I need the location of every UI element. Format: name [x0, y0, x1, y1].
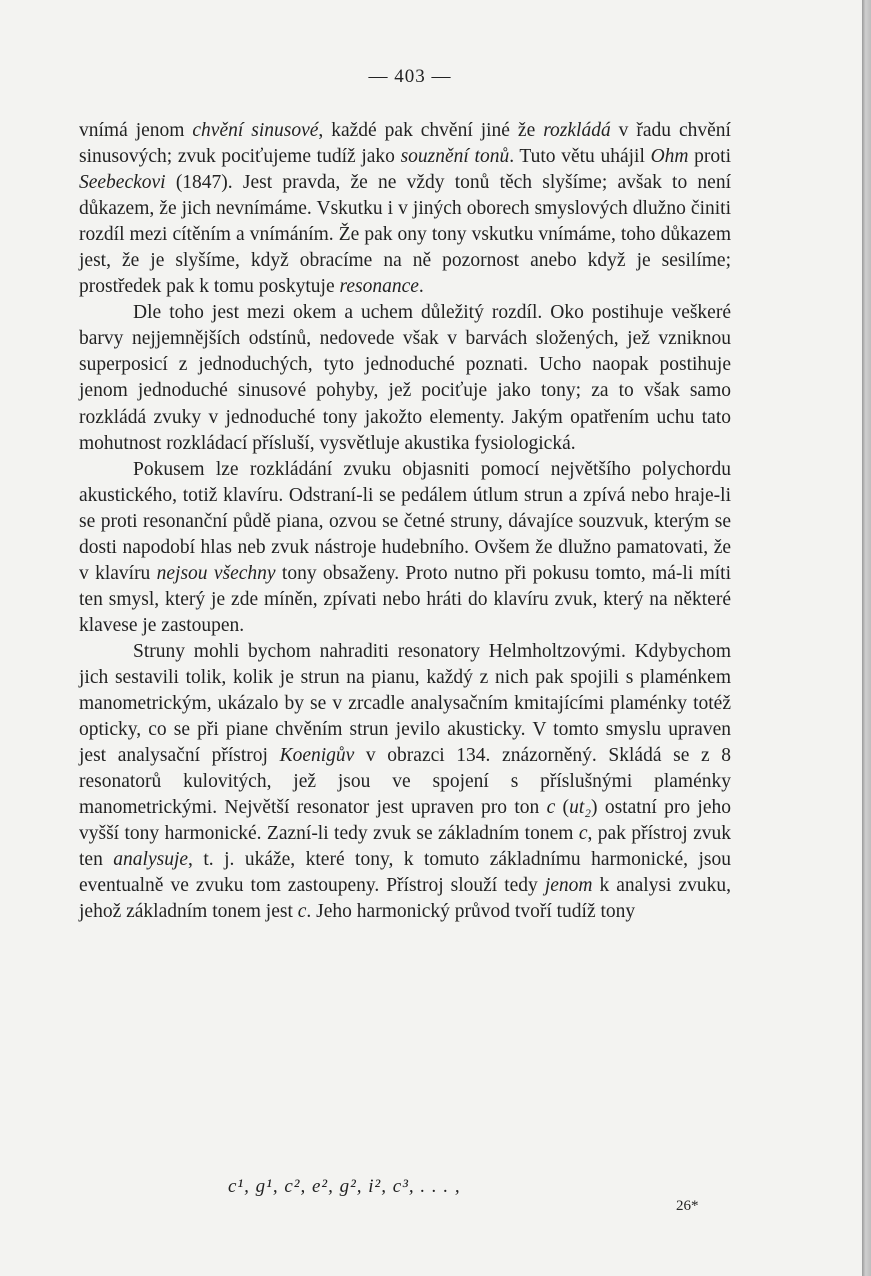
text-run: , každé pak chvění jiné že [318, 120, 544, 141]
paragraph [79, 639, 731, 926]
text-run: , t. j. ukáže, které tony, k tomuto základnímu harmonické, jsou eventualně ve zvuku tom zastoupeny. Přístroj slouží tedy [79, 849, 731, 897]
italic-term: resonance [339, 276, 419, 298]
page-edge [862, 0, 871, 1276]
text-run: tony obsaženy. Proto nutno při pokusu tomto, má-li míti ten smysl, který je zde míněn, zpívati nebo hráti do klavíru zvuk, který na některé klavese je zastoupen. [79, 562, 731, 636]
italic-term: c [546, 797, 556, 819]
text-run: v řadu chvění sinusových; zvuk pociťujeme tudíž jako [79, 120, 731, 168]
italic-term: souznění tonů [400, 146, 510, 168]
italic-term: ut₂ [569, 797, 592, 819]
italic-term: c [297, 901, 307, 923]
text-run: k analysi zvuku, jehož základním tonem jest [79, 875, 731, 923]
text-run: Dle toho jest mezi okem a uchem důležitý rozdíl. Oko postihuje veškeré barvy nejjemnějších odstínů, nedovede však v barvách složených, jež vzniknou superposicí z jednoduchých, tyto jednoduché poznati. Ucho naopak postihuje jenom jednoduché sinusové pohyby, jež pociťuje jako tony; za to však samo rozkládá zvuky v jednoduché tony jakožto elementy. Jakým opatřením uchu tato mohutnost rozkládací přísluší, vysvětluje akustika fysiologická. [79, 302, 731, 454]
italic-term: nejsou všechny [156, 562, 276, 584]
text-run: ) ostatní pro jeho vyšší tony harmonické. Zazní-li tedy zvuk se základním tonem [79, 797, 731, 845]
text-run: Struny mohli bychom nahraditi resonatory Helmholtzovými. Kdybychom jich sestavili tolik, kolik je strun na pianu, každý z nich pak spojili s plaménkem manometrickým, ukázalo by se v zrcadle analysačním kmitajícími plaménky totéž opticky, co se při piane chvěním strun jevilo akusticky. V tomto smyslu upraven jest analysační přístroj [79, 640, 731, 767]
page-number-header: — 403 — [368, 66, 452, 87]
text-run: Pokusem lze rozkládání zvuku objasniti pomocí největšího polychordu akustického, totiž klavíru. Odstraní-li se pedálem útlum strun a zpívá nebo hraje-li se proti resonanční půdě piana, ozvou se četné struny, dávajíce souzvuk, kterým se dosti napodobí hlas neb zvuk nástroje hudebního. Ovšem že dlužno pamatovati, že v klavíru [79, 458, 731, 584]
italic-term: c [578, 823, 588, 845]
text-run: , pak přístroj zvuk ten [79, 823, 731, 871]
text-run: . [418, 276, 424, 298]
text-run: proti [688, 146, 732, 168]
tone-series-formula: c¹, g¹, c², e², g², i², c³, . . . , [228, 1176, 461, 1197]
paragraph [79, 457, 731, 639]
text-run: (1847). Jest pravda, že ne vždy tonů těch slyšíme; avšak to není důkazem, že jich nevnímáme. Vskutku i v jiných oborech smyslových dlužno činiti rozdíl mezi cítěním a vnímáním. Že pak ony tony vskutku vnímáme, toho důkazem jest, že je slyšíme, když obracíme na ně pozornost anebo když je sesilíme; prostředek pak k tomu poskytuje [79, 172, 731, 298]
italic-term: Koenigův [279, 745, 355, 767]
paragraph [79, 300, 731, 456]
italic-term: jenom [544, 875, 593, 897]
italic-term: Seebeckovi [79, 172, 166, 194]
paragraph [79, 118, 731, 300]
italic-term: chvění sinusové [192, 120, 319, 141]
signature-mark: 26* [676, 1198, 699, 1214]
italic-term: rozkládá [543, 120, 611, 141]
text-run: v obrazci 134. znázorněný. Skládá se z 8 resonatorů kulovitých, jež jsou ve spojení s příslušnými plaménky manometrickými. Největší resonator jest upraven pro ton [79, 745, 732, 819]
body-text [79, 118, 731, 925]
text-run: vnímá jenom [79, 120, 193, 141]
italic-term: Ohm [650, 146, 689, 168]
text-run: . Jeho harmonický průvod tvoří tudíž tony [306, 901, 636, 923]
text-run: . Tuto větu uhájil [509, 146, 651, 168]
text-run: ( [555, 797, 570, 819]
italic-term: analysuje [113, 849, 189, 871]
